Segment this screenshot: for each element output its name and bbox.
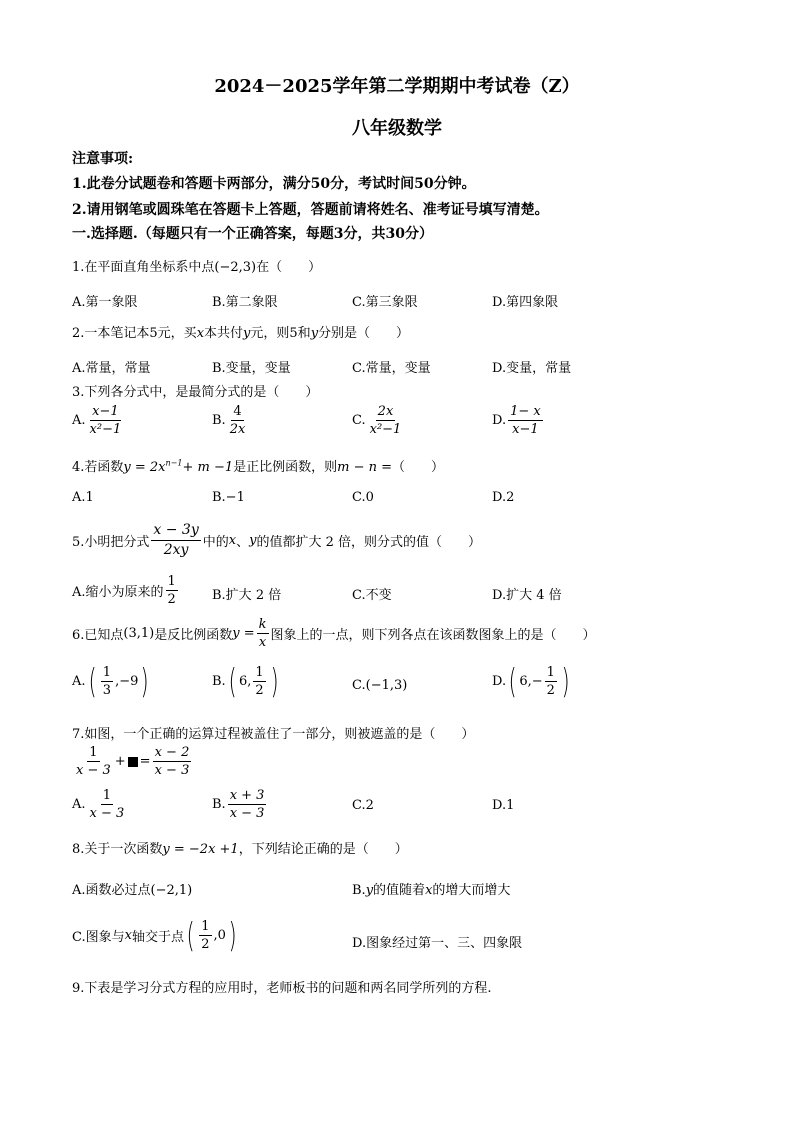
q6-option-d xyxy=(492,661,572,702)
q6-option-c xyxy=(352,678,407,693)
q3-label-d: D. xyxy=(492,413,507,428)
q3-frac-b-num: 4 xyxy=(233,404,242,419)
q8-option-b-y: y xyxy=(365,883,374,898)
q8-option-b-mid: 的值随着 xyxy=(373,883,426,898)
q2-option-d: D.变量，常量 xyxy=(492,361,572,376)
q2-option-a: A.常量，常量 xyxy=(72,361,151,376)
q7-label-a: A. xyxy=(72,797,86,812)
q6-stem-a: 6.已知点 xyxy=(72,628,124,643)
q7-lhs-num: 1 xyxy=(89,745,98,760)
q6-b-num: 1 xyxy=(255,665,264,680)
q3-label-a: A. xyxy=(72,413,86,428)
question-8 xyxy=(72,838,408,857)
q1-stem-a: 1.在平面直角坐标系中点 xyxy=(72,260,215,275)
q5-stem-b: 中的 xyxy=(202,535,229,550)
q6-frac-den: x xyxy=(258,635,267,650)
q6-label-a: A. xyxy=(72,674,86,689)
q5-option-a-text: A.缩小为原来的 xyxy=(72,585,164,600)
exam-title: 2024－2025学年第二学期期中考试卷（Z） xyxy=(214,76,580,97)
q8-option-a-text: A.函数必过点 xyxy=(72,883,151,898)
q2-option-c: C.常量，变量 xyxy=(352,361,431,376)
q1-option-b: B.第二象限 xyxy=(212,295,278,310)
q6-a-frac xyxy=(101,664,113,699)
q3-frac-d-den: x−1 xyxy=(512,422,539,437)
question-6 xyxy=(72,616,596,651)
q8-stem-a: 8.关于一次函数 xyxy=(72,842,163,857)
q5-option-a-den: 2 xyxy=(167,592,176,607)
q2-option-b: B.变量，变量 xyxy=(212,361,291,376)
q8-option-b-label: B. xyxy=(352,883,366,898)
q6-label-d: D. xyxy=(492,674,507,689)
q8-c-frac xyxy=(199,918,211,953)
exam-subtitle: 八年级数学 xyxy=(352,118,442,139)
q4-exponent: n−1 xyxy=(165,458,183,468)
notes-heading: 注意事项: xyxy=(72,151,134,167)
q8-stem-b: ，下列结论正确的是（ ） xyxy=(238,842,408,857)
q6-b-pre: 6, xyxy=(238,674,252,689)
q5-separator: 、 xyxy=(236,535,250,550)
q5-option-a xyxy=(72,573,180,608)
q8-option-b-end: 的增大而增大 xyxy=(432,883,511,898)
q4-func: y = 2x xyxy=(123,460,166,475)
q4-option-d: D.2 xyxy=(492,490,515,505)
q8-option-b xyxy=(352,879,510,898)
q8-option-c xyxy=(72,915,239,956)
q8-option-a xyxy=(72,879,192,898)
q6-d-frac xyxy=(545,664,557,699)
q3-option-c xyxy=(352,403,405,438)
q3-frac-b xyxy=(228,403,248,438)
q6-frac xyxy=(257,616,269,651)
q8-c-num: 1 xyxy=(201,919,210,934)
q5-frac-num: x − 3y xyxy=(151,521,200,541)
q5-option-a-frac xyxy=(166,573,178,608)
question-7: 7.如图，一个正确的运算过程被盖住了一部分，则被遮盖的是（ ） xyxy=(72,727,475,742)
q2-var-y-2: y xyxy=(310,326,319,341)
q6-b-lparen: ( xyxy=(228,661,237,702)
q3-frac-c xyxy=(368,403,404,438)
q3-frac-d xyxy=(508,403,543,438)
q5-option-c: C.不变 xyxy=(352,588,392,603)
q6-b-frac xyxy=(253,664,265,699)
q6-point: (3,1) xyxy=(123,626,155,641)
q7-option-a xyxy=(72,787,128,822)
q8-option-b-x: x xyxy=(425,883,433,898)
q6-b-rparen: ) xyxy=(270,661,279,702)
q2-stem-a: 2.一本笔记本5元，买 xyxy=(72,326,197,341)
q8-func: y = −2x +1 xyxy=(162,842,239,857)
q2-stem-c: 元，则5和 xyxy=(250,326,311,341)
q5-stem-a: 5.小明把分式 xyxy=(72,535,150,550)
q6-a-num: 1 xyxy=(102,665,112,680)
q6-func: y = xyxy=(232,626,255,641)
q8-c-rest: ,0 xyxy=(213,928,226,943)
q3-frac-a-den: x²−1 xyxy=(89,422,122,437)
q6-d-lparen: ( xyxy=(508,661,517,702)
section-heading: 一.选择题.（每题只有一个正确答案，每题3分，共30分） xyxy=(72,226,433,242)
q8-option-c-x: x xyxy=(124,928,132,943)
q4-stem-a: 4.若函数 xyxy=(72,460,124,475)
q3-option-a xyxy=(72,403,125,438)
q5-frac-den: 2xy xyxy=(163,542,189,558)
note-item-1: 1.此卷分试题卷和答题卡两部分，满分50分，考试时间50分钟。 xyxy=(72,176,476,192)
q7-lhs-den: x − 3 xyxy=(76,763,111,778)
q6-frac-num: k xyxy=(258,617,267,632)
q8-c-lparen: ( xyxy=(186,915,195,956)
q7-option-c: C.2 xyxy=(352,798,374,813)
q3-frac-a xyxy=(88,403,124,438)
q6-label-b: B. xyxy=(212,674,226,689)
q7-label-b: B. xyxy=(212,797,226,812)
note-item-2: 2.请用钢笔或圆珠笔在答题卡上答题，答题前请将姓名、准考证号填写清楚。 xyxy=(72,202,549,218)
q6-b-den: 2 xyxy=(255,683,264,698)
q3-frac-b-den: 2x xyxy=(229,422,246,437)
q2-var-x: x xyxy=(196,326,205,341)
q7-option-b xyxy=(212,787,268,822)
q8-option-c-pre: C.图象与 xyxy=(72,930,125,945)
q2-stem-b: 本共付 xyxy=(204,326,244,341)
q6-a-rparen: ) xyxy=(141,661,149,702)
covered-block xyxy=(128,757,138,767)
q6-option-b xyxy=(212,661,281,702)
q7-option-d: D.1 xyxy=(492,798,515,813)
q3-option-d xyxy=(492,403,545,438)
q4-stem-c: （ ） xyxy=(392,460,445,475)
q8-option-d: D.图象经过第一、三、四象限 xyxy=(352,936,523,951)
q3-frac-c-den: x²−1 xyxy=(369,422,402,437)
q7-b-den: x − 3 xyxy=(229,806,265,821)
q3-frac-a-num: x−1 xyxy=(92,404,119,419)
q6-d-den: 2 xyxy=(546,683,555,698)
q3-label-c: C. xyxy=(352,413,366,428)
q1-option-d: D.第四象限 xyxy=(492,295,559,310)
q5-option-b: B.扩大 2 倍 xyxy=(212,588,282,603)
q7-plus: + xyxy=(114,754,126,769)
q5-stem-c: 的值都扩大 2 倍，则分式的值（ ） xyxy=(256,535,482,550)
q3-frac-c-num: 2x xyxy=(377,404,394,419)
q4-func-b: + m −1 xyxy=(182,460,234,475)
q7-b-num: x + 3 xyxy=(229,788,265,803)
q1-option-c: C.第三象限 xyxy=(352,295,418,310)
q7-equation xyxy=(72,744,193,779)
question-1 xyxy=(72,256,321,275)
q4-option-b: B.−1 xyxy=(212,490,245,505)
q7-a-frac xyxy=(88,787,127,822)
q7-b-frac xyxy=(228,787,267,822)
question-9: 9.下表是学习分式方程的应用时，老师板书的问题和两名同学所列的方程. xyxy=(72,981,492,996)
q8-option-c-mid: 轴交于点 xyxy=(131,930,184,945)
q6-stem-c: 图象上的一点，则下列各点在该函数图象上的是（ ） xyxy=(270,628,596,643)
q3-label-b: B. xyxy=(212,413,226,428)
q6-d-rparen: ) xyxy=(561,661,570,702)
q6-option-a xyxy=(72,661,152,702)
q6-a-lparen: ( xyxy=(88,661,97,702)
q1-point: (−2,3) xyxy=(214,260,257,275)
q7-lhs-frac xyxy=(74,744,113,779)
q6-label-c: C. xyxy=(352,678,366,693)
q4-expr: m − n = xyxy=(337,460,393,475)
q7-rhs-den: x − 3 xyxy=(154,763,190,778)
q2-stem-d: 分别是（ ） xyxy=(318,326,410,341)
q5-frac xyxy=(151,521,200,560)
q3-option-b xyxy=(212,403,249,438)
q5-var-y: y xyxy=(249,533,257,548)
q6-a-den: 3 xyxy=(102,683,112,698)
q8-option-a-point: (−2,1) xyxy=(150,883,193,898)
q3-frac-d-num: 1− x xyxy=(510,404,541,419)
q6-stem-b: 是反比例函数 xyxy=(154,628,233,643)
q8-c-den: 2 xyxy=(201,937,210,952)
q5-option-a-num: 1 xyxy=(167,574,176,589)
q4-option-a: A.1 xyxy=(72,490,94,505)
q4-option-c: C.0 xyxy=(352,490,374,505)
question-3: 3.下列各分式中，是最简分式的是（ ） xyxy=(72,385,319,400)
q7-a-num: 1 xyxy=(102,788,112,803)
q4-stem-b: 是正比例函数，则 xyxy=(233,460,338,475)
q6-d-num: 1 xyxy=(546,665,555,680)
q2-var-y: y xyxy=(243,326,251,341)
q7-equals: = xyxy=(139,754,151,769)
q6-d-pre: 6,− xyxy=(519,674,543,689)
q7-a-den: x − 3 xyxy=(89,806,125,821)
q5-var-x: x xyxy=(228,533,237,548)
q7-rhs-num: x − 2 xyxy=(154,745,190,760)
q1-stem-b: 在（ ） xyxy=(256,260,322,275)
q7-rhs-frac xyxy=(153,744,192,779)
question-2 xyxy=(72,322,409,341)
question-5 xyxy=(72,521,481,560)
q1-option-a: A.第一象限 xyxy=(72,295,138,310)
q6-a-rest: ,−9 xyxy=(115,674,139,689)
q6-c-point: (−1,3) xyxy=(365,678,408,693)
q8-c-rparen: ) xyxy=(228,915,237,956)
question-4 xyxy=(72,456,444,475)
q5-option-d: D.扩大 4 倍 xyxy=(492,588,562,603)
